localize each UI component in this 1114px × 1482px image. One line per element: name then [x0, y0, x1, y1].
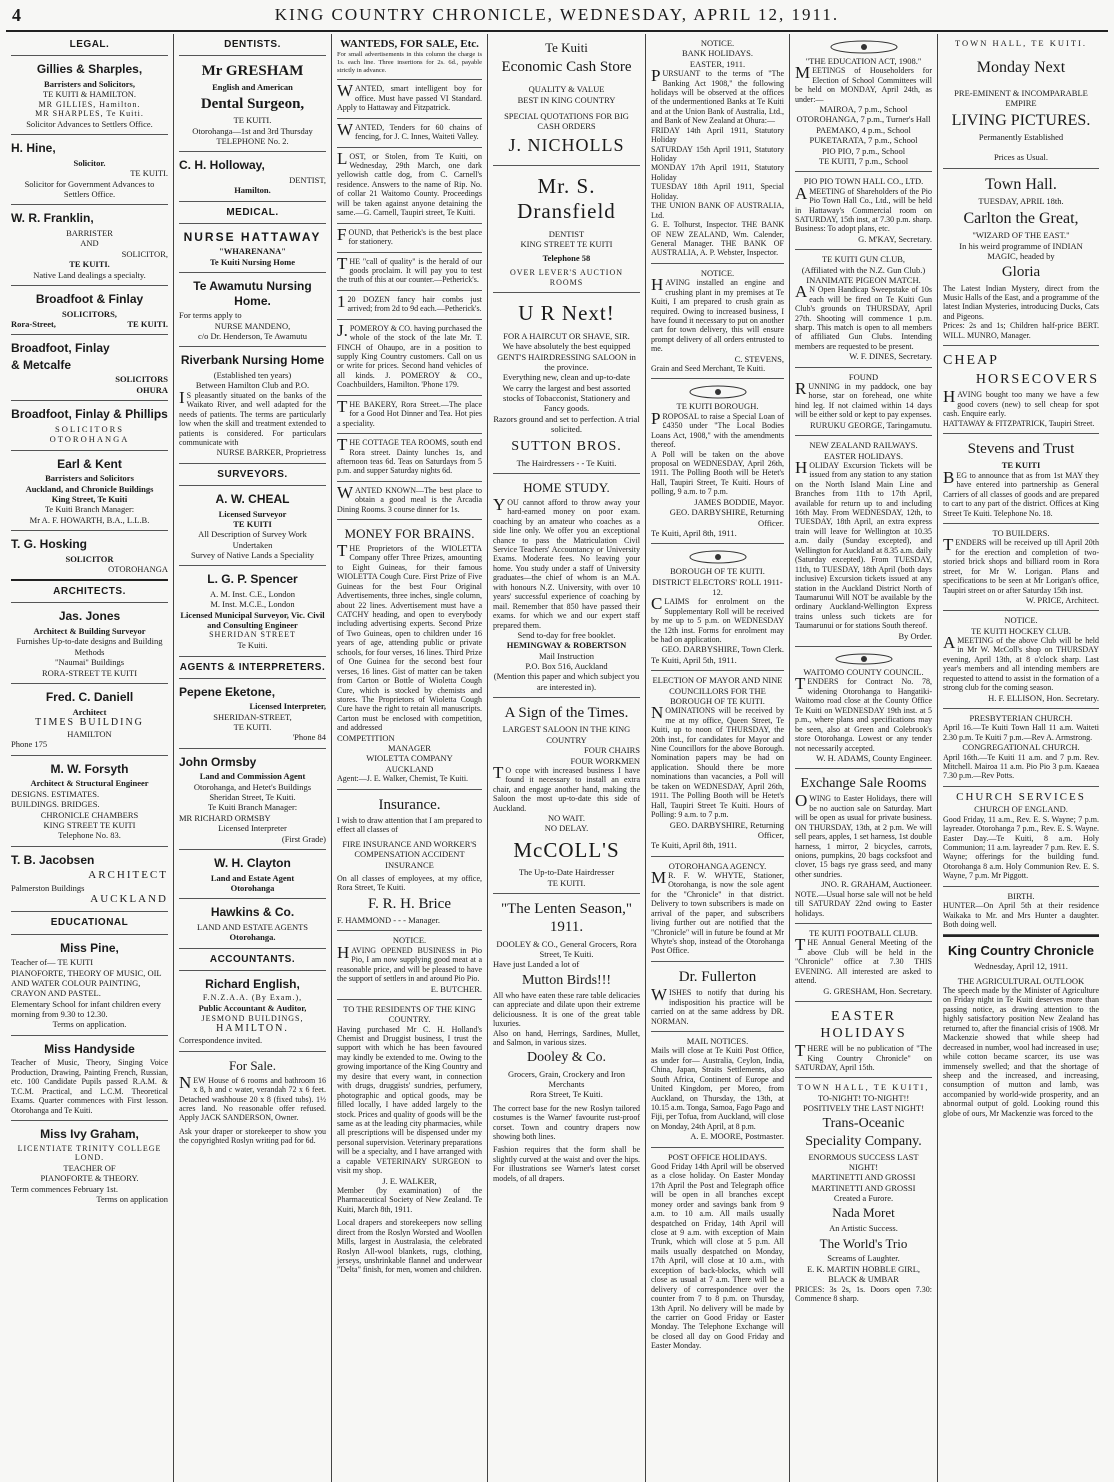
column-wanteds	[332, 34, 488, 1482]
column-public-notices	[790, 34, 938, 1482]
ad-cheal: A. W. CHEAL Licensed Surveyor TE KUITI All Description of Survey Work Undertaken Survey of Native Lands a Speciality	[179, 486, 326, 566]
ad-gillies-sharples: Gillies & Sharples, Barristers and Solicitors, TE KUITI & HAMILTON. MR GILLIES, Hamilton. MR SHARPLES, Te Kuiti. Solicitor Advances to Settlers Office.	[11, 56, 168, 135]
notice-gun-club: TE KUITI GUN CLUB, (Affiliated with the N.Z. Gun Club.) INANIMATE PIGEON MATCH. AN Open Handicap Sweepstake of 10s each will be fired on Te Kuiti Gun Club's grounds on THURSDAY, April 27th. Shooting will commence 1 p.m. sharp. This match is open to all members of affiliated Gun Clubs. Intending members are requested to be present. W. F. DINES, Secretary.	[795, 250, 932, 368]
ad-holloway: C. H. Holloway, DENTIST, Hamilton.	[179, 152, 326, 201]
notice-church-services: CHURCH SERVICES CHURCH OF ENGLAND. Good Friday, 11 a.m., Rev. E. S. Wayne; 7 p.m. layreader. Otorohanga 7 p.m., Rev. E. S. Wayne. Easter Day.—Te Kuiti, 8 a.m. Holy Communion; 11 a.m. layreader 7 p.m. Rev. E. S. Wayne; offerings for the building fund. Otorohanga 8 a.m. Holy Communion Rev. E. S. Wayne, 7 p.m. Mr Piggott.	[943, 787, 1099, 887]
classified-wanted-boy: WANTED, smart intelligent boy for office. Must have passed VI Standard. Apply to Hattaway and Fitzpatrick.	[337, 80, 482, 118]
notice-post-office-holidays: POST OFFICE HOLIDAYS. Good Friday 14th April will be observed as a close holiday. On Easter Monday 17th April the Post and Telegraph office will be open in all branches except money order and savings bank from 9 a.m. to 10 a.m. All mails usually despatched on Friday, 14th April will close at 9 a.m. with exception of Main Trunk, which will close at 5 p.m. All mails usually despatched on Monday, 17th April, will close at 10 a.m., with exception of back-blocks, which will close as usual at 7 a.m. There will be a delivery of correspondence over the counter from 7 to 8 p.m. on Thursday, 13th April. No delivery will be made by the carrier on Good Friday or Easter Monday. The Telephone Exchange will be closed all day on Good Friday and Easter Monday.	[651, 1151, 784, 1351]
notice-hockey-club: NOTICE. TE KUITI HOCKEY CLUB. AMEETING of the above Club will be held in Mr W. McColl's shop on THURSDAY evening, April 13th, at 8 o'clock sharp. Last year's members and all intending members are requested to attend to assist in the formation of a strong club for the coming season. H. F. ELLISON, Hon. Secretary.	[943, 611, 1099, 709]
notice-education-act: "THE EDUCATION ACT, 1908." MEETINGS of Householders for Election of School Committees will be held on MONDAY, April 24th, as under:— MAIROA, 7 p.m., School OTOROHANGA, 7 p.m., Turner's Hall PAEMAKO, 4 p.m., School PUKETARATA, 7 p.m., School PIO PIO, 7 p.m., School TE KUITI, 7 p.m., School	[795, 34, 932, 172]
ad-broadfoot-finlay: Broadfoot & Finlay SOLICITORS, Rora-Street, TE KUITI.	[11, 286, 168, 335]
classified-wanted-known: WANTED KNOWN—The best place to obtain a good meal is the Arcadia Dining Rooms. 3 course dinner for 1s.	[337, 482, 482, 520]
section-accountants: ACCOUNTANTS.	[179, 949, 326, 971]
crest-icon	[829, 40, 899, 54]
section-medical: MEDICAL.	[179, 202, 326, 224]
ad-broadfoot-finlay-metcalfe: Broadfoot, Finlay & Metcalfe SOLICITORS OHURA	[11, 335, 168, 401]
ad-dooley-mutton-birds: "The Lenten Season," 1911. DOOLEY & CO., General Grocers, Rora Street, Te Kuiti. Have just Landed a lot of Mutton Birds!!! All who have eaten these rare table delicacies can appreciate and dilate upon their extreme deliciousness. It is one of the great table luxuries. Also on hand, Herrings, Sardines, Mullet, and Salmon, in various sizes. Dooley & Co. Grocers, Grain, Crockery and Iron Merchants Rora Street, Te Kuiti. The correct base for the new Roslyn tailored costumes is the Warner' favourite rust-proof corset. Town and country drapers now showing both lines. Fashion requires that the form shall be slightly curved at the waist and over the hips. For illustrations see Warner's latest corset models, of all drapers.	[493, 901, 640, 1183]
classified-pomeroy: J.POMEROY & CO. having purchased the whole of the stock of the late Mr. T. FINCH of Ohaupo, are in a position to supply King Country customers. Call on us or write for prices. Second hand vehicles of all kinds. J. POMEROY & CO., Coachbuilders, Hamilton. 'Phone 179.	[337, 320, 482, 396]
editorial-body: The speech made by the Minister of Agriculture on Friday night in Te Kuiti deserves more than passing notice, as drawing attention to the highly satisfactory position New Zealand has returned to, after the financial crisis of 1908. Mr Mackenzie showed that while sheep had decreased in number, wool had increased in use; while cotton became scarcer, its use was immensely swelled; and that the shortage of sheep and the increased, and increasing, consumption of mutton and lamb, was accompanied by world-wide prosperity, and an abnormal output of gold. Looking round this globe of ours, Mr Mackenzie was forced to the	[943, 986, 1099, 1118]
ad-hawkins: Hawkins & Co. LAND AND ESTATE AGENTS Otorohanga.	[179, 899, 326, 948]
ad-forsyth: M. W. Forsyth Architect & Structural Engineer DESIGNS. ESTIMATES. BUILDINGS. BRIDGES. CHRONICLE CHAMBERS KING STREET TE KUITI Telephone No. 83.	[11, 756, 168, 847]
ad-clayton: W. H. Clayton Land and Estate Agent Otorohanga	[179, 850, 326, 899]
ad-eketone: Pepene Eketone, Licensed Interpreter, SHERIDAN-STREET, TE KUITI. 'Phone 84	[179, 679, 326, 749]
ad-earl-kent: Earl & Kent Barristers and Solicitors Auckland, and Chronicle Buildings King Street, Te Kuiti Te Kuiti Branch Manager: Mr A. F. HOWARTH, B.A., L.L.B.	[11, 451, 168, 531]
ad-jacobsen: T. B. Jacobsen ARCHITECT Palmerston Buildings AUCKLAND	[11, 847, 168, 913]
ad-dransfield: Mr. S. Dransfield DENTIST KING STREET TE KUITI Telephone 58 OVER LEVER'S AUCTION ROOMS	[493, 166, 640, 294]
ad-miss-pine: Miss Pine, Teacher of— TE KUITI PIANOFORTE, THEORY OF MUSIC, OIL AND WATER COLOUR PAINTING, CRAYON AND PASTEL. Elementary School for infant children every morning from 9.30 to 12.30. Terms on application.	[11, 935, 168, 1036]
notice-stevens-crushing: NOTICE. HAVING installed an engine and crushing plant in my premises at Te Kuiti, I am prepared to crush grain as required. Owing to increased business, I have found it necessary to put on another cart for town delivery, this will ensure prompt delivery of all orders entrusted to me. C. STEVENS, Grain and Seed Merchant, Te Kuiti.	[651, 264, 784, 380]
ad-money-for-brains: MONEY FOR BRAINS. THE Proprietors of the WIOLETTA Company offer Three Prizes, amounting to Eight Guineas, for their famous WIOLETTA Cough Cure. First Prize of Five Guineas for the best Four Original Advertisements, three inches, single column, about 22 lines. Advertisement must have a CATCHY heading, and open to everybody including advertising experts. Second Prize of Two Guineas, open to children under 16 years of age, attending public or private schools, for four verses, 16 lines. Third Prize of One Guinea for the second best four verses, 16 lines. Gist of matter can be taken from Carton or Bottle of Wioletta Cough Cure, which is stocked by chemists and stores. The Proprietors of Wioletta Cough Cure have the right to retain all manuscripts. Carton must be enclosed with competition, and addressed COMPETITION MANAGER WIOLETTA COMPANY AUCKLAND Agent:—J. E. Walker, Chemist, Te Kuiti.	[337, 520, 482, 789]
ad-miss-handyside: Miss Handyside Teacher of Music, Theory, Singing Voice Production, Drawing, Painting French, Russian, etc. 100 Candidate Pupils passed R.A.M. & T.C.M. Practical, and L.C.M. Theoretical Exams. Quarter commences with First lesson. Otorohanga and Te Kuiti.	[11, 1036, 168, 1121]
section-agents: AGENTS & INTERPRETERS.	[179, 657, 326, 679]
notice-election-mayor: ELECTION OF MAYOR AND NINE COUNCILLORS FOR THE BOROUGH OF TE KUITI. NOMINATIONS will be received by me at my office, Queen Street, Te Kuiti, up to noon of THURSDAY, the 20th inst., for candidates for Mayor and Nine Councillors for the above Borough. Nomination papers may be had on application. Should there be more nominations than vacancies, a Poll will be taken on WEDNESDAY, April 26th, 1911. The Polling Booth will be Hetet's Hall, Taupiri Street Te Kuiti. Hours of Polling: 9 a.m. to 7 p.m. GEO. DARBYSHIRE, Returning Officer, Te Kuiti, April 8th, 1911.	[651, 671, 784, 856]
ad-sutton-bros: U R Next! FOR A HAIRCUT OR SHAVE, SIR. We have absolutely the best equipped GENT'S HAIRDRESSING SALOON in the province. Everything new, clean and up-to-date We carry the largest and best assorted stocks of Tobacconist, Stationery and Fancy goods. Razors ground and set to perfection. A trial solicited. SUTTON BROS. The Hairdressers - - Te Kuiti.	[493, 293, 640, 474]
notice-birth: BIRTH. HUNTER—On April 5th at their residence Waikaka to Mr. and Mrs Hunter a daughter. Both doing well.	[943, 887, 1099, 936]
crest-icon	[688, 385, 748, 399]
ad-carlton-the-great: Town Hall. TUESDAY, APRIL 18th. Carlton the Great, "WIZARD OF THE EAST." In his weird programme of INDIAN MAGIC, headed by Gloria The Latest Indian Mystery, direct from the Music Halls of the East, and a programme of the latest Indian Mysteries, introducing Ducks, Cats and Pigeons. Prices: 2s and 1s; Children half-price BERT. WILL. MUNRO, Manager.	[943, 169, 1099, 346]
classified-lost-dog: LOST, or Stolen, from Te Kuiti, on Wednesday, 29th March, one dark yellowish cattle dog, from C. Carnell's residence. Answers to the name of Rip. No. of collar 21 Waitomo County. Proceedings will be taken against anyone detaining the same.—G. Carnell, Taupiri street, Te Kuiti.	[337, 148, 482, 224]
notice-mail: MAIL NOTICES. Mails will close at Te Kuiti Post Office, as under for— Australia, Ceylon, India, China, Japan, Straits Settlements, also South Africa, Continent of Europe and United Kingdom, per Moreo, from Auckland, on Thursday, the 13th, at 10.15 a.m. Tonga, Samoa, Fago Pago and Fiji, per Tofua, from Auckland, will close on Monday, 24th April, at 8 p.m. A. E. MOORE, Postmaster.	[651, 1032, 784, 1148]
ad-ormsby: John Ormsby Land and Commission Agent Otorohanga, and Hetet's Buildings Sheridan Street, Te Kuiti. Te Kuiti Branch Manager: MR RICHARD ORMSBY Licensed Interpreter (First Grade)	[179, 749, 326, 850]
wanteds-header: WANTEDS, FOR SALE, Etc. For small advertisements in this column the charge is 1s. each line. Three insertions for 2s. 6d., payable strictly in advance.	[337, 34, 482, 80]
ad-horsecovers: CHEAP HORSECOVERS HAVING bought too many we have a few good covers (new) to sell cheap for spot cash. Enquire early. HATTAWAY & FITZPATRICK, Taupiri Street.	[943, 346, 1099, 434]
section-architects: ARCHITECTS.	[11, 581, 168, 603]
ad-stevens-and-trust: Stevens and Trust TE KUITI BEG to announce that as from 1st MAY they have entered into partnership as General Carriers of all classes of goods and are prepared to cart to any part of the district. Offices at King Street Te Kuiti. Telephone No. 18.	[943, 434, 1099, 524]
classified-bakery: THE BAKERY, Rora Street.—The place for a Good Hot Dinner and Tea. Hot pies a speciality.	[337, 396, 482, 434]
notice-football-club: TE KUITI FOOTBALL CLUB. THE Annual General Meeting of the above Club will be held in the "Chronicle" office at 7.30 THIS EVENING. All interested are asked to attend. G. GRESHAM, Hon. Secretary.	[795, 924, 932, 1002]
editorial-date: Wednesday, April 12, 1911.	[974, 961, 1068, 972]
ad-te-awamutu-nursing: Te Awamutu Nursing Home. For terms apply to NURSE MANDENO, c/o Dr. Henderson, Te Awamutu	[179, 273, 326, 347]
ad-insurance: Insurance. I wish to draw attention that I am prepared to effect all classes of FIRE INSURANCE AND WORKER'S COMPENSATION ACCIDENT INSURANCE On all classes of employees, at my office, Rora Street, Te Kuiti. F. R. H. Brice F. HAMMOND - - - Manager.	[337, 790, 482, 932]
notice-to-builders: TO BUILDERS. TENDERS will be received up till April 20th for the erection and completion of two-storied brick shops and billiard room in Rora street, for Mr W. Lorigan. Plans and specifications to be seen at Mr Lorigan's office, Taupiri street on or after Saturday 15th inst. W. PRICE, Architect.	[943, 524, 1099, 611]
page-number: 4	[12, 4, 21, 25]
notice-pio-pio-town-hall: PIO PIO TOWN HALL CO., LTD. AMEETING of Shareholders of the Pio Pio Town Hall Co., Ltd., will be held in Hattaway's Commercial room on SATURDAY, 15th inst, at 7.30 p.m. sharp. Business: To adopt plans, etc. G. M'KAY, Secretary.	[795, 172, 932, 250]
column-display-ads	[488, 34, 646, 1482]
notice-nz-railways: NEW ZEALAND RAILWAYS. EASTER HOLIDAYS. HOLIDAY Excursion Tickets will be issued from any station to any station on the North Island Main Line and Branches from 11th to 17th April, available for return up to and including 16th May. From WEDNESDAY, 12th, to TUESDAY, 18th April, an extra express train will leave for Wellington at 10.35 a.m. daily (Sunday excepted), and Wellington for Auckland at 8.35 a.m. daily (Saturday excepted). From TUESDAY, 11th, to TUESDAY, 18th April (both days inclusive) Excursion tickets issued at any station in the Auckland District North of Taumarunui Will NOT be available by the ordinary Auckland-Wellington Express trains unless such tickets are for Taumarunui or for stations South thereof. By Order.	[795, 436, 932, 647]
ad-nurse-hattaway: NURSE HATTAWAY "WHARENANA" Te Kuiti Nursing Home	[179, 224, 326, 273]
editorial-masthead: King Country Chronicle	[948, 943, 1094, 959]
notice-easter-holidays: EASTER HOLIDAYS THERE will be no publication of "The King Country Chronicle" on SATURDAY, April 15th.	[795, 1002, 932, 1078]
classified-found-stationery: FOUND, that Petherick's is the best place for stationery.	[337, 224, 482, 253]
classified-hair-combs: 120 DOZEN fancy hair combs just arrived; from 2d to 9d each.—Petherick's.	[337, 291, 482, 320]
section-educational: EDUCATIONAL	[11, 912, 168, 934]
ad-trans-oceanic: TOWN HALL, TE KUITI, TO-NIGHT! TO-NIGHT!! POSITIVELY THE LAST NIGHT! Trans-Oceanic Speciality Company. ENORMOUS SUCCESS LAST NIGHT! MARTINETTI AND GROSSI MARTINETTI AND GROSSI Created a Furore. Nada Moret An Artistic Success. The World's Trio Screams of Laughter. E. K. MARTIN HOBBLE GIRL, BLACK & UMBAR PRICES: 3s 2s, 1s. Doors open 7.30: Commence 8 sharp.	[795, 1082, 932, 1303]
column-entertainment-editorial	[938, 34, 1104, 1482]
crest-icon	[688, 550, 748, 564]
column-legal	[6, 34, 174, 1482]
masthead	[6, 0, 1108, 32]
ad-spencer: L. G. P. Spencer A. M. Inst. C.E., London M. Inst. M.C.E., London Licensed Municipal Surveyor, Vic. Civil and Consulting Engineer SHERIDAN STREET Te Kuiti.	[179, 566, 326, 656]
ad-riverbank-nursing: Riverbank Nursing Home (Established ten years) Between Hamilton Club and P.O. IS pleasantly situated on the banks of the Waikato River, and well adapted for the needs of patients. The terms are particularly low when the skill and treatment extended to patients is considered. For particulars communicate with NURSE BARKER, Proprietress	[179, 347, 326, 463]
section-surveyors: SURVEYORS.	[179, 464, 326, 486]
notice-residents: TO THE RESIDENTS OF THE KING COUNTRY. Having purchased Mr C. H. Holland's Chemist and Druggist business, I trust the support with which he has been favoured may kindly be extended to me. Owing to the growing importance of the King Country and my desire that every want, in connection with drugs, druggists' sundries, perfumery, photographic and optical goods, may be filled locally, I have added largely to the stock. Prices and quality of goods will be the same as at the leading city pharmacies, while all prescriptions will be dispensed under my personal supervision. Veterinary preparations will be a specialty, and I have arranged with a capable VETERINARY SURGEON to visit my shop. J. E. WALKER, Member (by examination) of the Pharmaceutical Society of New Zealand. Te Kuiti, March 8th, 1911. Local drapers and storekeepers now selling direct from the Roslyn Worsted and Woollen Mills, largest in Australasia, the celebrated Roslyn All-wool blankets, rugs, clothing, jerseys, unshrinkable flannel and underwear "Delta" finish, for men, women and children.	[337, 1003, 482, 1275]
ad-economic-cash-store: Te Kuiti Economic Cash Store QUALITY & VALUE BEST IN KING COUNTRY SPECIAL QUOTATIONS FOR BIG CASH ORDERS J. NICHOLLS	[493, 34, 640, 166]
ad-hosking: T. G. Hosking SOLICITOR OTOROHANGA	[11, 531, 168, 581]
ad-home-study: HOME STUDY. YOU cannot afford to throw away your hard-earned money on poor exam. coaching by an amateur who coaches as a side line only. We offer you an exceptional chance to pass the Matriculation Civil Service Teachers' Accountancy or University Exams. Moderate fees. No leaving your home. You study under a staff of University graduates—the chief of whom is an M.A. with honours N.Z. University, with over 10 years' successful experience of coaching by mail. Remember that 850 have passed their exams. for which we and our expert staff prepared them. Send to-day for free booklet. HEMINGWAY & ROBERTSON Mail Instruction P.O. Box 516, Auckland (Mention this paper and which subject you are interested in).	[493, 474, 640, 698]
column-dentists-medical	[174, 34, 332, 1482]
notice-waitomo-county: WAITOMO COUNTY COUNCIL. TENDERS for Contract No. 78, widening Otorohanga to Hangatiki-Waitomo road close at the County Office Te Kuiti on WEDNESDAY 19th inst. at 5 p.m., where plans and specifications may be seen, also at Green and Colebrook's store Otorohanga. Lowest or any tender not necessarily accepted. W. H. ADAMS, County Engineer.	[795, 647, 932, 769]
classified-call-of-quality: THE "call of quality" is the herald of our goods proclaim. It will pay you to test the truth of this at our counter.—Petherick's.	[337, 253, 482, 291]
ad-for-sale: For Sale. NEW House of 6 rooms and bathroom 16 x 8, h and c water, verandah 72 x 6 feet. Detached washhouse 20 x 8 (fixed tubs). 1½ acres land. No reasonable offer refused. Apply JACK SANDERSON, Owner. Ask your draper or storekeeper to show you the copyrighted Roslyn writing pad for 6d.	[179, 1057, 326, 1146]
notice-presbyterian: PRESBYTERIAN CHURCH. April 16.—Te Kuiti Town Hall 11 a.m. Waiteti 2.30 p.m. Te Kuiti 7 p.m.—Rev A. Armstrong. CONGREGATIONAL CHURCH. April 16th.—Te Kuiti 11 a.m. and 7 p.m. Rev. Mitchell. Mairoa 11 a.m. Pio Pio 3 p.m. Kaeaea 7.30 p.m.—Rev Potts.	[943, 709, 1099, 787]
classified-wanted-fencing: WANTED, Tenders for 60 chains of fencing, for J. C. Innes, Waiteti Valley.	[337, 119, 482, 148]
section-legal: LEGAL.	[11, 34, 168, 56]
notice-butcher: NOTICE. HAVING OPENED BUSINESS in Pio Pio, I am now supplying good meat at a reasonable price, and will be pleased to have the support of settlers in and around Pio Pio. E. BUTCHER.	[337, 931, 482, 999]
notice-found-horse: FOUND RUNNING in my paddock, one bay horse, star on forehead, one white hind leg. If not claimed within 14 days will be either sold or kept to pay expenses. RURUKU GEORGE, Taringamutu.	[795, 368, 932, 436]
ad-jones: Jas. Jones Architect & Building Surveyor Furnishes Up-to-date designs and Building Methods "Naumai" Buildings RORA-STREET TE KUITI	[11, 603, 168, 683]
notice-bank-holidays: NOTICE. BANK HOLIDAYS. EASTER, 1911. PURSUANT to the terms of "The Banking Act 1908," the following holidays will be observed at the offices of the undermentioned Banks at Te Kuiti and at the Union Bank of Australia, Ltd., and Bank of New Zealand at Ohura:— FRIDAY 14th April 1911, Statutory Holiday SATURDAY 15th April 1911, Statutory Holiday MONDAY 17th April 1911, Statutory Holiday TUESDAY 18th April 1911, Special Holiday. THE UNION BANK OF AUSTRALIA, Ltd. G. E. Tolhurst, Inspector. THE BANK OF NEW ZEALAND, Wm. Calender, General Manager. THE BANK OF AUSTRALIA, A. P. Webster, Inspector.	[651, 34, 784, 264]
crest-icon	[834, 653, 894, 665]
ad-broadfoot-finlay-phillips: Broadfoot, Finlay & Phillips SOLICITORS OTOROHANGA	[11, 401, 168, 450]
editorial-headline: THE AGRICULTURAL OUTLOOK	[957, 975, 1085, 986]
notice-borough-loan: TE KUITI BOROUGH. PROPOSAL to raise a Special Loan of £4350 under "The Local Bodies Loans Act, 1908," with the amendments thereof. A Poll will be taken on the above proposal on WEDNESDAY, April 26th, 1911. The Polling Booth will be Hetet's Hall, Taupiri Street, Te Kuiti. Hours of polling, 9 a.m. to 7 p.m. JAMES BODDIE, Mayor. GEO. DARBYSHIRE, Returning Officer. Te Kuiti, April 8th, 1911.	[651, 379, 784, 544]
column-notices	[646, 34, 790, 1482]
ad-english: Richard English, F.N.Z.A.A. (By Exam.), Public Accountant & Auditor, JESMOND BUILDINGS, HAMILTON. Correspondence invited.	[179, 971, 326, 1052]
editorial	[943, 935, 1099, 1123]
ad-daniell: Fred. C. Daniell Architect TIMES BUILDING HAMILTON Phone 175	[11, 684, 168, 756]
ad-miss-graham: Miss Ivy Graham, LICENTIATE TRINITY COLLEGE LOND. TEACHER OF PIANOFORTE & THEORY. Term commences February 1st. Terms on application	[11, 1126, 168, 1205]
ad-exchange-sale-rooms: Exchange Sale Rooms OWING to Easter Holidays, there will be no auction sale on Saturday. Mart will be open as usual for private business. ON THURSDAY, 13th, at 2 p.m. We will sell pears, apples, 1 set harness, 1st double harness, 1 mirror, 2 bicycles, carrots, onions, pumpkins, 20 bags cocksfoot and clover, 15 bags rye grass seed, and many other sundries. JNO. R. GRAHAM, Auctioneer. NOTE.—Usual horse sale will not be held till SATURDAY 22nd owing to Easter holidays.	[795, 769, 932, 924]
section-dentists: DENTISTS.	[179, 34, 326, 56]
notice-otorohanga-agency: OTOROHANGA AGENCY. MR. F. W. WHYTE, Stationer, Otorohanga, is now the sole agent for the "Chronicle" in that district. Delivery to town subscribers is made on arrival of the paper, and subscribers living further out are notified that the "Chronicle" will in future be found at Mr Whyte's shop, instead of the Otorohanga Post Office.	[651, 857, 784, 962]
masthead-title: KING COUNTRY CHRONICLE, WEDNESDAY, APRIL 12, 1911.	[274, 5, 840, 24]
classified-cottage-tea-rooms: THE COTTAGE TEA ROOMS, south end Rora street. Dainty lunches 1s, and afternoon teas 6d. Teas on Saturdays from 5 p.m. and supper Saturday nights 6d.	[337, 434, 482, 482]
notice-dr-fullerton: Dr. Fullerton WISHES to notify that during his indisposition his practice will be carried on at the same address by DR. NORMAN.	[651, 962, 784, 1032]
ad-living-pictures: TOWN HALL, TE KUITI. Monday Next PRE-EMINENT & INCOMPARABLE EMPIRE LIVING PICTURES. Permanently Established Prices as Usual.	[943, 34, 1099, 169]
ad-gresham: Mr GRESHAM English and American Dental Surgeon, TE KUITI. Otorohanga—1st and 3rd Thursday TELEPHONE No. 2.	[179, 56, 326, 152]
ad-franklin: W. R. Franklin, BARRISTER AND SOLICITOR, TE KUITI. Native Land dealings a specialty.	[11, 205, 168, 285]
notice-electors-roll: BOROUGH OF TE KUITI. DISTRICT ELECTORS' ROLL 1911-12. CLAIMS for enrolment on the Supplementary Roll will be received by me up to 5 p.m. on WEDNESDAY the 12th inst. Forms for enrolment may be had on application. GEO. DARBYSHIRE, Town Clerk. Te Kuiti, April 5th, 1911.	[651, 544, 784, 671]
ad-hine: H. Hine, Solicitor. TE KUITI. Solicitor for Government Advances to Settlers Office.	[11, 135, 168, 205]
ad-mccolls: A Sign of the Times. LARGEST SALOON IN THE KING COUNTRY FOUR CHAIRS FOUR WORKMEN TO cope with increased business I have found it necessary to install an extra chair, and engage another hand, making the Saloon the most up-to-date this side of Auckland. NO WAIT. NO DELAY. McCOLL'S The Up-to-Date Hairdresser TE KUITI.	[493, 698, 640, 894]
